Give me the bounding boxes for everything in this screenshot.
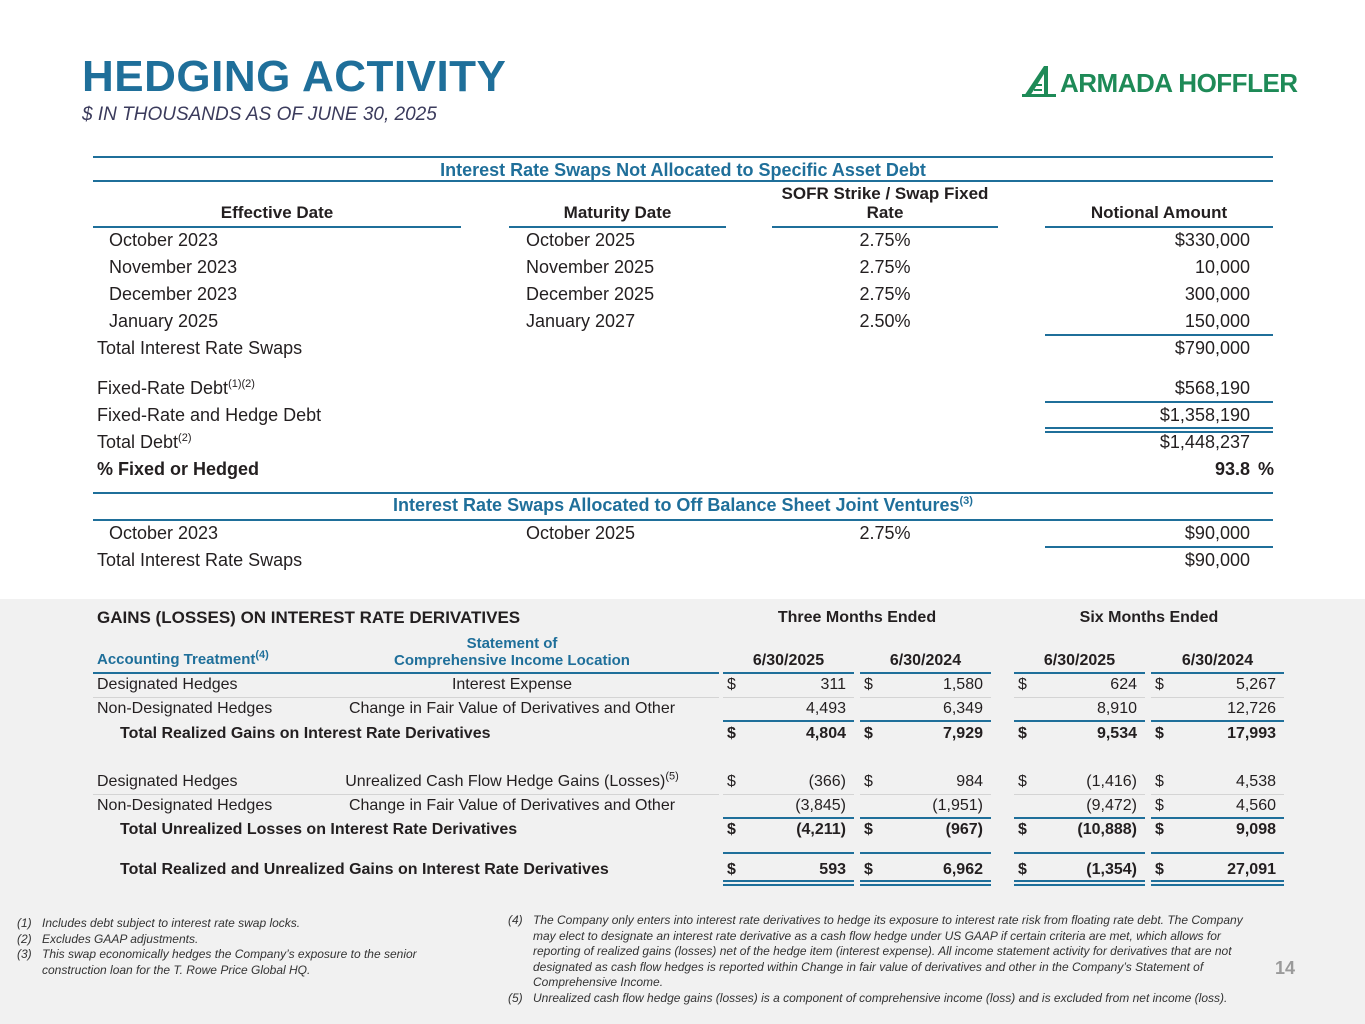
table-row-effective: January 2025 (109, 311, 219, 331)
jv-total-value: $90,000 (1184, 550, 1250, 570)
currency-symbol: $ (864, 821, 873, 838)
col-period: 6/30/2025 (1043, 652, 1116, 669)
currency-symbol: $ (864, 676, 873, 693)
jv-section-title: Interest Rate Swaps Allocated to Off Balance Sheet Joint Ventures$^{(3)}$ (393, 495, 973, 515)
table-row-rate: 2.75% (859, 230, 911, 250)
row-value: 12,726 (1227, 700, 1276, 717)
gains-title: GAINS (LOSSES) ON INTEREST RATE DERIVATIVES (97, 608, 521, 627)
table-row-rate: 2.75% (859, 284, 911, 304)
table-row-notional: $330,000 (1174, 230, 1250, 250)
currency-symbol: $ (1155, 797, 1164, 814)
col-period: 6/30/2024 (889, 652, 962, 669)
total-value: 4,804 (805, 725, 846, 742)
col-effective-date: Effective Date (220, 203, 334, 222)
currency-symbol: $ (727, 821, 736, 838)
three-months-header: Three Months Ended (777, 609, 937, 626)
logo-mark-icon (1022, 64, 1056, 98)
footnote: (3) This swap economically hedges the Company’s exposure to the senior construction loan for the T. Rowe Price Global HQ. (17, 947, 417, 977)
row-location: Unrealized Cash Flow Hedge Gains (Losses)$^{(5)}$ (345, 770, 679, 790)
jv-row-maturity: October 2025 (526, 523, 636, 543)
total-label: Total Unrealized Losses on Interest Rate Derivatives (120, 821, 518, 838)
page-title: HEDGING ACTIVITY (82, 52, 507, 101)
row-value: (1,951) (932, 797, 983, 814)
total-value: 9,534 (1096, 725, 1137, 742)
fixed-rate-debt-label: Fixed-Rate Debt$^{(1)(2)}$ (97, 378, 255, 398)
logo-text: ARMADA HOFFLER (1060, 68, 1298, 98)
footnote: (2) Excludes GAAP adjustments. (17, 931, 199, 946)
jv-row-effective: October 2023 (109, 523, 219, 543)
total-value: 593 (819, 861, 846, 878)
table-row-maturity: October 2025 (526, 230, 636, 250)
row-value: 4,538 (1235, 773, 1276, 790)
swaps-section-title: Interest Rate Swaps Not Allocated to Specific Asset Debt (440, 160, 926, 180)
currency-symbol: $ (1018, 676, 1027, 693)
fixed-hedge-debt-label: Fixed-Rate and Hedge Debt (97, 405, 322, 425)
total-value: (967) (945, 821, 983, 838)
col-location-line1: Statement of (466, 635, 558, 652)
currency-symbol: $ (864, 773, 873, 790)
total-value: (10,888) (1077, 821, 1137, 838)
table-row-notional: 150,000 (1184, 311, 1250, 331)
col-location-line2: Comprehensive Income Location (394, 652, 630, 669)
total-value: 9,098 (1235, 821, 1276, 838)
currency-symbol: $ (1155, 773, 1164, 790)
currency-symbol: $ (727, 773, 736, 790)
currency-symbol: $ (1018, 773, 1027, 790)
total-value: (1,354) (1086, 861, 1137, 878)
row-value: 5,267 (1235, 676, 1276, 693)
row-value: 8,910 (1096, 700, 1137, 717)
company-logo (1022, 64, 1312, 100)
total-value: 7,929 (942, 725, 983, 742)
currency-symbol: $ (727, 676, 736, 693)
table-row-maturity: December 2025 (526, 284, 655, 304)
col-period: 6/30/2025 (752, 652, 825, 669)
row-value: 984 (956, 773, 983, 790)
footnotes-right (508, 913, 1248, 1006)
col-swap-rate-line2: Rate (866, 203, 904, 222)
table-row-effective: November 2023 (109, 257, 238, 277)
currency-symbol: $ (1018, 821, 1027, 838)
fixed-hedge-debt-value: $1,358,190 (1159, 405, 1250, 425)
six-months-header: Six Months Ended (1079, 609, 1219, 626)
row-location: Change in Fair Value of Derivatives and Other (348, 797, 676, 814)
currency-symbol: $ (864, 861, 873, 878)
table-row-rate: 2.75% (859, 257, 911, 277)
jv-row-rate: 2.75% (859, 523, 911, 543)
table-row-rate: 2.50% (859, 311, 911, 331)
currency-symbol: $ (1155, 861, 1164, 878)
footnote: (5) Unrealized cash flow hedge gains (losses) is a component of comprehensive income (loss) and is excluded from net income (loss). (508, 990, 1228, 1005)
row-value: (1,416) (1086, 773, 1137, 790)
row-value: 6,349 (942, 700, 983, 717)
col-notional-amount: Notional Amount (1090, 203, 1228, 222)
total-swaps-label: Total Interest Rate Swaps (97, 338, 303, 358)
row-value: 624 (1110, 676, 1137, 693)
page-subtitle: $ IN THOUSANDS AS OF JUNE 30, 2025 (82, 104, 437, 125)
row-value: 4,560 (1235, 797, 1276, 814)
page-number: 14 (1275, 958, 1296, 978)
col-period: 6/30/2024 (1181, 652, 1254, 669)
row-value: 1,580 (942, 676, 983, 693)
col-swap-rate-line1: SOFR Strike / Swap Fixed (781, 184, 989, 203)
row-treatment: Non-Designated Hedges (97, 700, 273, 717)
pct-fixed-unit: % (1258, 459, 1275, 479)
footnote: (4) The Company only enters into interest rate derivatives to hedge its exposure to interest rate risk from floating rate debt. The Company may elect to designate an interest rate derivative as a cash flow hedge under US GAAP if certain criteria are met, which allows for reporting of realized gains (losses) net of the hedge item (interest expense). All income statement activity for derivatives that are not designated as cash flow hedges is reported within Change in fair value of derivatives and other in the Company’s Statement of Comprehensive Income. (508, 913, 1243, 989)
currency-symbol: $ (1018, 725, 1027, 742)
total-label: Total Realized and Unrealized Gains on Interest Rate Derivatives (120, 861, 609, 878)
table-row-notional: 300,000 (1184, 284, 1250, 304)
pct-fixed-label: % Fixed or Hedged (97, 459, 260, 479)
total-value: 27,091 (1227, 861, 1276, 878)
fixed-rate-debt-value: $568,190 (1174, 378, 1250, 398)
row-treatment: Designated Hedges (97, 773, 238, 790)
total-label: Total Realized Gains on Interest Rate Derivatives (120, 725, 491, 742)
row-value: (9,472) (1086, 797, 1137, 814)
total-value: 17,993 (1227, 725, 1276, 742)
total-value: (4,211) (796, 821, 846, 838)
total-value: 6,962 (942, 861, 983, 878)
table-row-maturity: January 2027 (526, 311, 636, 331)
row-value: (366) (808, 773, 846, 790)
row-location: Change in Fair Value of Derivatives and Other (348, 700, 676, 717)
jv-total-label: Total Interest Rate Swaps (97, 550, 303, 570)
row-treatment: Designated Hedges (97, 676, 238, 693)
total-debt-value: $1,448,237 (1159, 432, 1250, 452)
total-swaps-value: $790,000 (1174, 338, 1250, 358)
footnotes-left (17, 916, 457, 978)
pct-fixed-value: 93.8 (1214, 459, 1250, 479)
row-value: (3,845) (795, 797, 846, 814)
row-treatment: Non-Designated Hedges (97, 797, 273, 814)
col-accounting-treatment: Accounting Treatment$^{(4)}$ (97, 649, 269, 668)
currency-symbol: $ (1155, 821, 1164, 838)
currency-symbol: $ (1018, 861, 1027, 878)
row-value: 311 (820, 676, 846, 693)
currency-symbol: $ (864, 725, 873, 742)
currency-symbol: $ (1155, 725, 1164, 742)
currency-symbol: $ (727, 725, 736, 742)
total-debt-label: Total Debt$^{(2)}$ (97, 432, 192, 452)
currency-symbol: $ (1155, 676, 1164, 693)
footnote: (1) Includes debt subject to interest rate swap locks. (17, 916, 301, 930)
table-row-maturity: November 2025 (526, 257, 655, 277)
row-value: 4,493 (805, 700, 846, 717)
col-maturity-date: Maturity Date (563, 203, 672, 222)
row-location: Interest Expense (451, 676, 573, 693)
table-row-effective: December 2023 (109, 284, 238, 304)
table-row-notional: 10,000 (1194, 257, 1250, 277)
jv-row-notional: $90,000 (1184, 523, 1250, 543)
currency-symbol: $ (727, 861, 736, 878)
table-row-effective: October 2023 (109, 230, 219, 250)
